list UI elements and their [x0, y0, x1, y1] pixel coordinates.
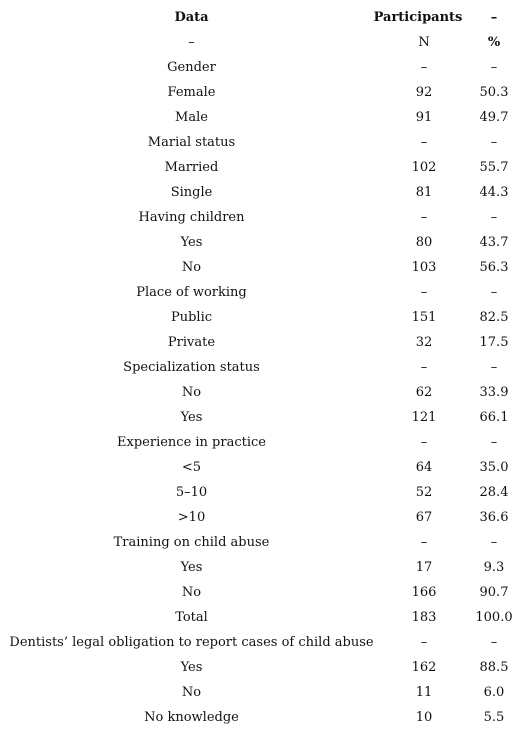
row-n: 80 [415, 235, 433, 250]
row-n: 81 [415, 185, 433, 200]
header-data: Data [174, 10, 209, 25]
row-label: Specialization status [123, 360, 260, 375]
row-n: – [420, 535, 428, 550]
subheader-n: N [418, 35, 430, 50]
row-label: Dentists’ legal obligation to report cases of child abuse [9, 635, 374, 650]
row-pct: 100.0 [475, 610, 513, 625]
row-n: 102 [411, 160, 437, 175]
row-label: <5 [181, 460, 202, 475]
table-row [0, 530, 522, 555]
table-row [0, 180, 522, 205]
row-pct: – [490, 135, 498, 150]
header-dash: – [490, 10, 498, 25]
row-pct: 33.9 [479, 385, 509, 400]
row-n: 151 [411, 310, 437, 325]
row-label: No knowledge [144, 710, 239, 725]
row-pct: 17.5 [479, 335, 509, 350]
row-pct: 82.5 [479, 310, 509, 325]
row-label: Training on child abuse [113, 535, 270, 550]
header-participants: Participants [373, 10, 463, 25]
row-pct: 66.1 [479, 410, 509, 425]
row-label: Male [175, 110, 208, 125]
table-row [0, 630, 522, 655]
row-n: – [420, 60, 428, 75]
row-pct: 9.3 [483, 560, 505, 575]
table-row [0, 305, 522, 330]
row-n: 103 [411, 260, 437, 275]
table-row [0, 55, 522, 80]
row-label: Marial status [147, 135, 236, 150]
row-pct: 43.7 [479, 235, 509, 250]
row-pct: 35.0 [479, 460, 509, 475]
table-row [0, 480, 522, 505]
row-label: Private [167, 335, 216, 350]
row-n: 162 [411, 660, 437, 675]
table-row [0, 455, 522, 480]
row-label: Married [164, 160, 219, 175]
row-pct: – [490, 210, 498, 225]
row-pct: 5.5 [483, 710, 505, 725]
row-label: Place of working [136, 285, 247, 300]
row-pct: 50.3 [479, 85, 509, 100]
row-n: 52 [415, 485, 433, 500]
row-pct: 88.5 [479, 660, 509, 675]
table-row [0, 330, 522, 355]
row-pct: 56.3 [479, 260, 509, 275]
row-label: No [181, 385, 202, 400]
table-row [0, 430, 522, 455]
row-label: Total [175, 610, 208, 625]
table-row [0, 580, 522, 605]
row-label: No [181, 585, 202, 600]
row-label: Public [170, 310, 213, 325]
row-label: >10 [177, 510, 206, 525]
table-row [0, 105, 522, 130]
table-row [0, 130, 522, 155]
row-n: – [420, 435, 428, 450]
row-label: Experience in practice [117, 435, 266, 450]
row-label: Having children [138, 210, 245, 225]
row-label: Yes [180, 410, 203, 425]
table-row [0, 605, 522, 630]
row-pct: – [490, 635, 498, 650]
row-label: No [181, 685, 202, 700]
row-pct: 49.7 [479, 110, 509, 125]
row-pct: – [490, 60, 498, 75]
row-n: – [420, 635, 428, 650]
row-n: 64 [415, 460, 433, 475]
table-header-row [0, 5, 522, 30]
row-pct: 90.7 [479, 585, 509, 600]
row-pct: – [490, 360, 498, 375]
row-pct: 36.6 [479, 510, 509, 525]
table-row [0, 380, 522, 405]
row-pct: – [490, 435, 498, 450]
table-row [0, 555, 522, 580]
subheader-pct: % [487, 35, 501, 50]
row-n: 121 [411, 410, 437, 425]
row-n: – [420, 285, 428, 300]
table-row [0, 230, 522, 255]
row-pct: 44.3 [479, 185, 509, 200]
table-row [0, 205, 522, 230]
row-n: 11 [415, 685, 433, 700]
table-row [0, 155, 522, 180]
row-n: – [420, 135, 428, 150]
row-n: 17 [415, 560, 433, 575]
row-pct: – [490, 535, 498, 550]
row-n: 91 [415, 110, 433, 125]
row-label: Gender [167, 60, 216, 75]
table-row [0, 405, 522, 430]
row-label: Yes [180, 660, 203, 675]
table-row [0, 80, 522, 105]
row-pct: 28.4 [479, 485, 509, 500]
table-row [0, 705, 522, 730]
row-n: 62 [415, 385, 433, 400]
table-row [0, 505, 522, 530]
row-pct: – [490, 285, 498, 300]
row-label: Yes [180, 560, 203, 575]
row-n: 32 [415, 335, 433, 350]
row-label: Single [170, 185, 213, 200]
table-subheader-row [0, 30, 522, 55]
table-row [0, 680, 522, 705]
row-n: – [420, 210, 428, 225]
table-row [0, 255, 522, 280]
row-label: Yes [180, 235, 203, 250]
row-label: 5–10 [175, 485, 208, 500]
subheader-data: – [188, 35, 195, 50]
table-row [0, 655, 522, 680]
row-n: 166 [411, 585, 437, 600]
row-pct: 6.0 [483, 685, 505, 700]
row-n: 92 [415, 85, 433, 100]
row-n: 67 [415, 510, 433, 525]
row-n: – [420, 360, 428, 375]
row-pct: 55.7 [479, 160, 509, 175]
row-label: No [181, 260, 202, 275]
table-row [0, 355, 522, 380]
row-n: 10 [415, 710, 433, 725]
row-label: Female [167, 85, 216, 100]
row-n: 183 [411, 610, 437, 625]
table-row [0, 280, 522, 305]
